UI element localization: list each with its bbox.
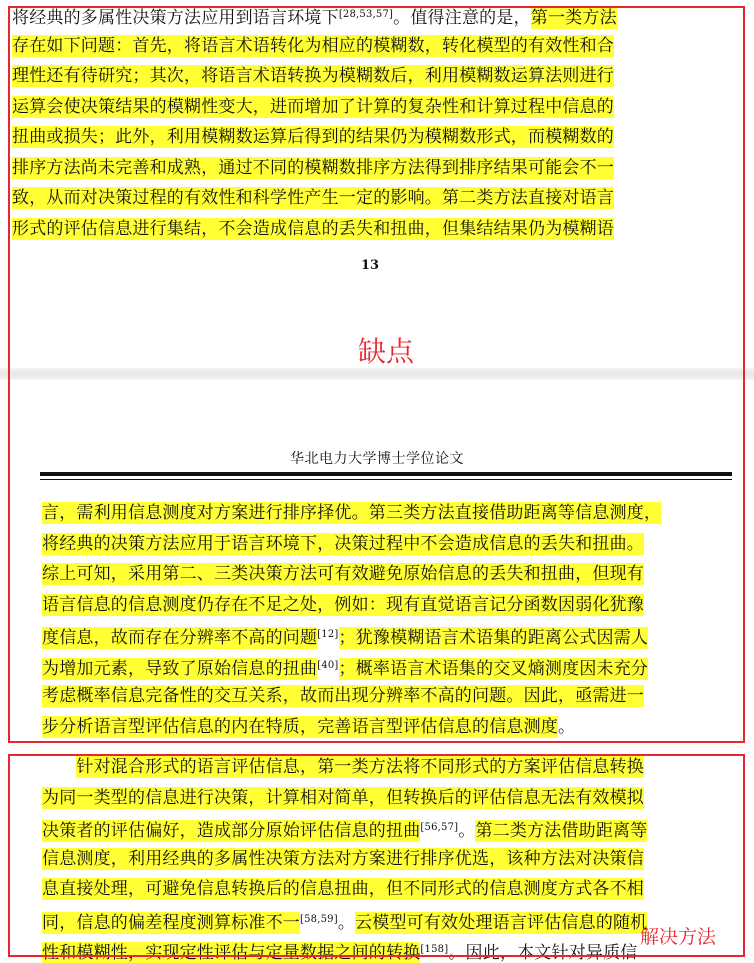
highlighted-text: 决策者的评估偏好，造成部分原始评估信息的扭曲 [42,821,421,841]
plain-text: 。 [337,912,356,933]
highlighted-text: 扭曲或损失；此外，利用模糊数运算后得到的结果仍为模糊数形式，而模糊数的 [12,127,614,147]
highlighted-text: 运算会使决策结果的模糊性变大，进而增加了计算的复杂性和计算过程中信息的 [12,96,614,117]
highlighted-text: 言，需利用信息测度对方案进行排序择优。第三类方法直接借助距离等信息测度， [42,503,662,523]
annotation-box-defect [8,6,745,743]
highlighted-text: 步分析语言型评估信息的内在特质，完善语言型评估信息的信息测度 [42,716,558,737]
citation-superscript: [28,53,57] [338,9,394,20]
highlighted-text: 形式的评估信息进行集结，不会造成信息的丢失和扭曲，但集结结果仍为模糊语 [12,218,614,239]
citation-superscript: [58,59] [300,913,338,925]
annotation-label-solution: 解决方法 [640,926,717,948]
plain-text: 。 [558,716,576,737]
plain-text: 将经典的多属性决策方法应用到语言环境下 [12,8,339,28]
running-head: 华北电力大学博士学位论文 [290,451,464,467]
highlighted-text: 语言信息的信息测度仍存在不足之处，例如：现有直觉语言记分函数因弱化犹豫 [42,594,644,615]
highlighted-text: 排序方法尚未完善和成熟，通过不同的模糊数排序方法得到排序结果可能会不一 [12,157,614,178]
highlighted-text: 性和模糊性，实现定性评估与定量数据之间的转换 [42,943,421,963]
citation-superscript: [56,57] [420,822,459,833]
highlighted-text: 将经典的决策方法应用于语言环境下，决策过程中不会造成信息的丢失和扭曲。 [42,533,644,554]
highlighted-text: 度信息，故而存在分辨率不高的问题 [42,628,318,648]
citation-superscript: [40] [317,659,339,671]
highlighted-text: 致，从而对决策过程的有效性和科学性产生一定的影响。第二类方法直接对语言 [12,188,614,208]
annotation-label-defect: 缺点 [358,335,415,368]
highlighted-text: ；犹豫模糊语言术语集的距离公式因需人 [338,628,649,648]
annotation-box-solution [8,754,745,957]
plain-text: 。值得注意的是， [393,8,531,28]
highlighted-text: 考虑概率信息完备性的交互关系，故而出现分辨率不高的问题。因此，亟需进一 [42,686,644,706]
plain-text: 。因此，本文针对异质信 [448,943,638,963]
page-number: 13 [360,258,380,273]
highlighted-text: 理性还有待研究；其次，将语言术语转换为模糊数后，利用模糊数运算法则进行 [12,66,614,86]
highlighted-text: 第一类方法 [530,8,617,28]
highlighted-text: 云模型可有效处理语言评估信息的随机 [355,912,648,933]
highlighted-text: 第二类方法借助距离等 [475,821,648,841]
highlighted-text: 存在如下问题：首先，将语言术语转化为相应的模糊数，转化模型的有效性和合 [12,35,614,56]
highlighted-text: 针对混合形式的语言评估信息，第一类方法将不同形式的方案评估信息转换 [76,757,645,777]
citation-superscript: [12] [317,629,339,640]
highlighted-text: 同，信息的偏差程度测算标准不一 [42,912,300,933]
highlighted-text: 综上可知，采用第二、三类决策方法可有效避免原始信息的丢失和扭曲，但现有 [42,564,644,584]
highlighted-text: 为增加元素，导致了原始信息的扭曲 [42,658,318,679]
highlighted-text: ；概率语言术语集的交叉熵测度因未充分 [338,658,649,679]
highlighted-text: 息直接处理，可避免信息转换后的信息扭曲，但不同形式的信息测度方式各不相 [42,879,644,899]
highlighted-text: 信息测度，利用经典的多属性决策方法对方案进行排序优选，该种方法对决策信 [42,848,644,869]
highlighted-text: 为同一类型的信息进行决策，计算相对简单，但转换后的评估信息无法有效模拟 [42,787,644,808]
plain-text: 。 [458,821,476,841]
citation-superscript: [158] [420,944,449,955]
